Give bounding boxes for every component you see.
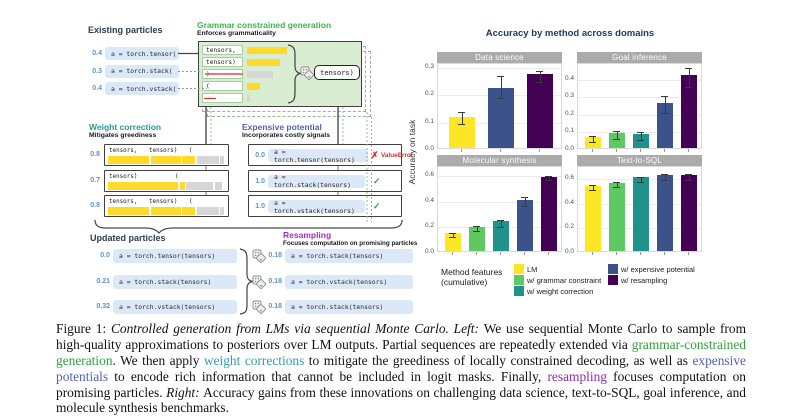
expensive-row-box [248, 195, 402, 217]
x-tick-mark [461, 149, 462, 152]
weight-row-box [104, 195, 229, 217]
token-label: tensors) [206, 58, 236, 66]
weight-bar-segment [151, 156, 181, 164]
particle-weight: 0.4 [92, 85, 102, 92]
bar-w-expensive-potential [517, 200, 533, 251]
x-tick-mark [592, 149, 593, 152]
x-tick-mark [664, 252, 665, 255]
bar-w-expensive-potential [657, 175, 673, 251]
weight-correction-title: Weight correction [89, 122, 162, 132]
legend-swatch [514, 275, 524, 285]
panel-plot [577, 166, 702, 252]
y-tick-label: 0.2 [424, 222, 434, 230]
bar-w-resampling [681, 175, 697, 251]
legend-entry-label: w/ grammar constraint [527, 276, 602, 285]
y-tick-label: 0.6 [564, 174, 574, 182]
weight-token: tensors) [109, 173, 138, 180]
x-tick-mark [664, 149, 665, 152]
caption-segment: to encode rich information that cannot be included in logit masks. Finally, [108, 368, 548, 384]
error-bar-cap [637, 140, 644, 141]
legend-caption-line1: Method features [441, 267, 503, 277]
panel-plot [577, 63, 702, 149]
token-box [202, 45, 243, 55]
weight-bar-segment [151, 207, 181, 215]
y-tick-label: 0.1 [424, 117, 434, 125]
error-bar-cap [613, 139, 620, 140]
updated-weight: 0.21 [96, 277, 110, 285]
error-bar [462, 112, 463, 124]
error-bar-cap [458, 124, 465, 125]
x-tick-mark [548, 252, 549, 255]
error-bar [540, 71, 541, 82]
updated-code-chip: a = torch.stack(tensors) [113, 275, 237, 289]
error-bar-cap [637, 182, 644, 183]
expensive-row-box [248, 144, 414, 166]
error-bar-cap [473, 226, 480, 227]
resampled-code-chip: a = torch.vstack(tensors) [285, 275, 413, 289]
y-tick-label: 0.6 [424, 170, 434, 178]
y-tick-label: 0.2 [424, 90, 434, 98]
error-bar-cap [589, 136, 596, 137]
weight-bar-segment [197, 207, 219, 215]
weight-token: ( [189, 199, 193, 205]
weight-value: 0.7 [90, 176, 100, 184]
resampled-weight: 0.18 [268, 303, 282, 310]
error-bar-cap [637, 132, 644, 133]
caption-segment: We use sequential Monte Carlo to sample from high-quality approximations to posteriors over LM outputs. Partial sequences are repeatedly extended via [56, 321, 746, 352]
updated-weight: 0.32 [96, 303, 110, 310]
token-label: ) [206, 70, 210, 78]
particle-weight: 0.3 [92, 67, 102, 75]
weight-token: tensors) [149, 199, 178, 205]
token-probability-bar [247, 71, 273, 78]
token-label: tensors, [206, 46, 236, 54]
weight-token: ( [189, 148, 193, 154]
error-bar-cap [661, 96, 668, 97]
expensive-potential-title: Expensive potential [242, 122, 322, 132]
token-label: → [206, 94, 210, 102]
y-tick-label: 0.0 [424, 145, 434, 152]
caption-segment: resampling [547, 368, 607, 384]
panel-strip: Goal inference [577, 52, 702, 63]
y-tick-label: 0.0 [564, 145, 574, 152]
x-tick-mark [640, 149, 641, 152]
error-bar-cap [536, 71, 543, 72]
bar-lm [585, 186, 601, 251]
weight-row-box [104, 170, 229, 192]
weight-token: tensors) [149, 148, 178, 154]
particle-weight: 0.4 [92, 50, 102, 57]
error-bar-cap [613, 131, 620, 132]
error-bar [501, 220, 502, 228]
y-tick-label: 0.3 [564, 92, 574, 100]
error-bar-cap [661, 113, 668, 114]
y-tick-label: 0.1 [564, 127, 574, 135]
x-tick-mark [452, 252, 453, 255]
resampling-subtitle: Focuses computation on promising particles [283, 240, 418, 247]
expensive-row-box [248, 170, 402, 192]
resampling-title: Resampling [283, 230, 332, 240]
updated-code-chip: a = torch.tensor(tensors) [113, 249, 237, 263]
bar-w-resampling [527, 74, 553, 148]
token-box [202, 69, 243, 79]
legend-swatch [514, 286, 524, 296]
error-bar-cap [661, 174, 668, 175]
error-bar-cap [685, 180, 692, 181]
sampled-token-chip: tensors) [314, 65, 360, 80]
updated-code-chip: a = torch.vstack(tensors) [113, 300, 237, 314]
expensive-code-chip: a = torch.tensor(tensors) [268, 149, 368, 162]
error-bar-cap [497, 76, 504, 77]
updated-weight: 0.0 [100, 252, 110, 259]
error-bar-cap [449, 237, 456, 238]
bar-w-resampling [541, 177, 557, 251]
weight-token: tensors, [109, 199, 138, 205]
token-probability-bar [247, 83, 260, 90]
y-tick-label: 0.4 [424, 196, 434, 204]
existing-particles-title: Existing particles [88, 25, 163, 35]
legend-caption [441, 268, 521, 288]
x-tick-mark [524, 252, 525, 255]
chart-title: Accuracy by method across domains [485, 28, 655, 39]
y-axis-label: Accuracy on task [407, 119, 417, 185]
weight-bar-segment [180, 182, 185, 190]
panel-plot [437, 63, 562, 149]
updated-brace [240, 249, 253, 314]
error-bar-cap [545, 180, 552, 181]
x-tick-mark [616, 149, 617, 152]
error-bar-cap [545, 176, 552, 177]
weight-correction-subtitle: Mitigates greediness [89, 132, 157, 139]
panel-strip: Molecular synthesis [437, 155, 562, 166]
weight-value: 0.8 [90, 151, 100, 158]
token-probability-bar [247, 95, 250, 102]
error-bar-cap [685, 87, 692, 88]
x-tick-mark [476, 252, 477, 255]
grammar-generation-subtitle: Enforces grammaticality [197, 30, 276, 37]
expensive-potential-subtitle: Incorporates costly signals [242, 132, 331, 139]
x-tick-mark [592, 252, 593, 255]
gridline [438, 68, 561, 69]
expensive-value: 1.0 [255, 203, 265, 210]
value-error-label: ValueError [381, 152, 414, 159]
error-bar-cap [536, 82, 543, 83]
error-bar-cap [685, 174, 692, 175]
y-tick-label: 0.0 [424, 248, 434, 255]
expensive-code-chip: a = torch.vstack(tensors) [268, 200, 365, 213]
weight-token: ( [175, 173, 179, 180]
value-error-icon: ✗ [371, 150, 379, 160]
resampled-code-chip: a = torch.stack(tensors) [285, 249, 413, 263]
expensive-code-chip: a = torch.stack(tensors) [268, 175, 365, 188]
y-tick-label: 0.3 [424, 63, 434, 71]
error-bar-cap [458, 112, 465, 113]
weight-row-box [104, 144, 229, 166]
error-bar-cap [497, 220, 504, 221]
weight-bar-segment [220, 156, 224, 164]
panel-plot [437, 166, 562, 252]
weight-token: tensors, [109, 148, 138, 154]
check-icon: ✓ [373, 201, 381, 211]
error-bar-cap [637, 177, 644, 178]
weight-bar-segment [215, 182, 222, 190]
y-tick-label: 0.2 [564, 109, 574, 117]
y-tick-label: 0.4 [564, 198, 574, 206]
legend-entry-label: LM [527, 265, 538, 274]
x-tick-mark [688, 149, 689, 152]
bar-w-grammar-constraint [609, 183, 625, 251]
legend-entry-label: w/ expensive potential [621, 265, 695, 274]
y-tick-label: 0.2 [564, 223, 574, 231]
weight-bar-segment [220, 207, 224, 215]
x-tick-mark [688, 252, 689, 255]
panel-strip: Data science [437, 52, 562, 63]
legend-swatch [608, 264, 618, 274]
caption-segment: grammar-constrained generation [56, 336, 746, 368]
error-bar [501, 76, 502, 98]
figure-caption [56, 321, 746, 416]
particle-code-chip: a = torch.vstack( [105, 82, 179, 95]
legend-swatch [608, 275, 618, 285]
error-bar-cap [589, 185, 596, 186]
weight-bar-segment [186, 182, 213, 190]
caption-segment: Controlled generation from LMs via sequential Monte Carlo. Left: [110, 321, 484, 336]
updated-particles-title: Updated particles [90, 233, 166, 243]
error-bar-cap [497, 227, 504, 228]
token-box [202, 93, 243, 103]
legend-caption-line2: (cumulative) [441, 276, 488, 287]
grammar-generation-title: Grammar constrained generation [197, 20, 332, 30]
legend-entry-label: w/ weight correction [527, 287, 594, 296]
resampled-weight: 0.18 [268, 277, 282, 285]
particle-code-chip: a = torch.tensor( [105, 47, 179, 60]
token-probability-bar [247, 47, 287, 54]
x-tick-mark [500, 149, 501, 152]
weight-bar-segment [108, 156, 149, 164]
resampled-weight: 0.18 [268, 252, 282, 259]
x-tick-mark [539, 149, 540, 152]
error-bar-cap [521, 197, 528, 198]
caption-segment: Right: [166, 384, 204, 400]
expensive-value: 1.0 [255, 177, 265, 185]
legend-swatch [514, 264, 524, 274]
underbrace [95, 220, 402, 233]
error-bar-cap [613, 187, 620, 188]
resampled-code-chip: a = torch.stack(tensors) [285, 300, 413, 314]
error-bar-cap [521, 206, 528, 207]
x-tick-mark [640, 252, 641, 255]
error-bar [617, 131, 618, 139]
expensive-value: 0.0 [255, 152, 265, 159]
token-label: ( [206, 82, 210, 90]
particle-code-chip: a = torch.stack( [105, 65, 179, 78]
error-bar-cap [449, 233, 456, 234]
caption-segment: weight corrections [203, 352, 305, 368]
error-bar-cap [589, 190, 596, 191]
panel-strip: Text-to-SQL [577, 155, 702, 166]
weight-bar-segment [182, 156, 195, 164]
error-bar [641, 132, 642, 141]
error-bar-cap [685, 68, 692, 69]
y-tick-label: 0.4 [564, 74, 574, 82]
legend-entry-label: w/ resampling [621, 276, 668, 285]
error-bar-cap [497, 98, 504, 99]
error-bar-cap [589, 142, 596, 143]
weight-bar-segment [182, 207, 195, 215]
caption-segment: expensive potentials [56, 352, 746, 384]
bar-w-weight-correction [633, 177, 649, 251]
token-probability-bar [247, 59, 280, 66]
error-bar [665, 96, 666, 114]
caption-segment: Accuracy gains from these innovations on challenging data science, text-to-SQL, goal inference, and molecule synthesis benchmarks. [56, 384, 746, 416]
check-icon: ✓ [373, 175, 381, 186]
caption-segment: focuses computation on promising particles. [56, 368, 746, 400]
error-bar [689, 68, 690, 87]
weight-bar-segment [108, 182, 178, 190]
error-bar-cap [613, 182, 620, 183]
caption-segment: . We then apply [112, 352, 204, 368]
x-tick-mark [616, 252, 617, 255]
token-box [202, 57, 243, 67]
error-bar [525, 197, 526, 206]
y-tick-label: 0.0 [564, 248, 574, 255]
weight-bar-segment [108, 207, 149, 215]
error-bar-cap [473, 231, 480, 232]
caption-segment: Figure 1: [56, 321, 111, 336]
weight-value: 0.8 [90, 202, 100, 209]
caption-segment: to mitigate the greediness of locally constrained decoding, as well as [304, 352, 693, 368]
token-box [202, 81, 243, 91]
error-bar-cap [661, 180, 668, 181]
x-tick-mark [500, 252, 501, 255]
weight-bar-segment [197, 156, 219, 164]
